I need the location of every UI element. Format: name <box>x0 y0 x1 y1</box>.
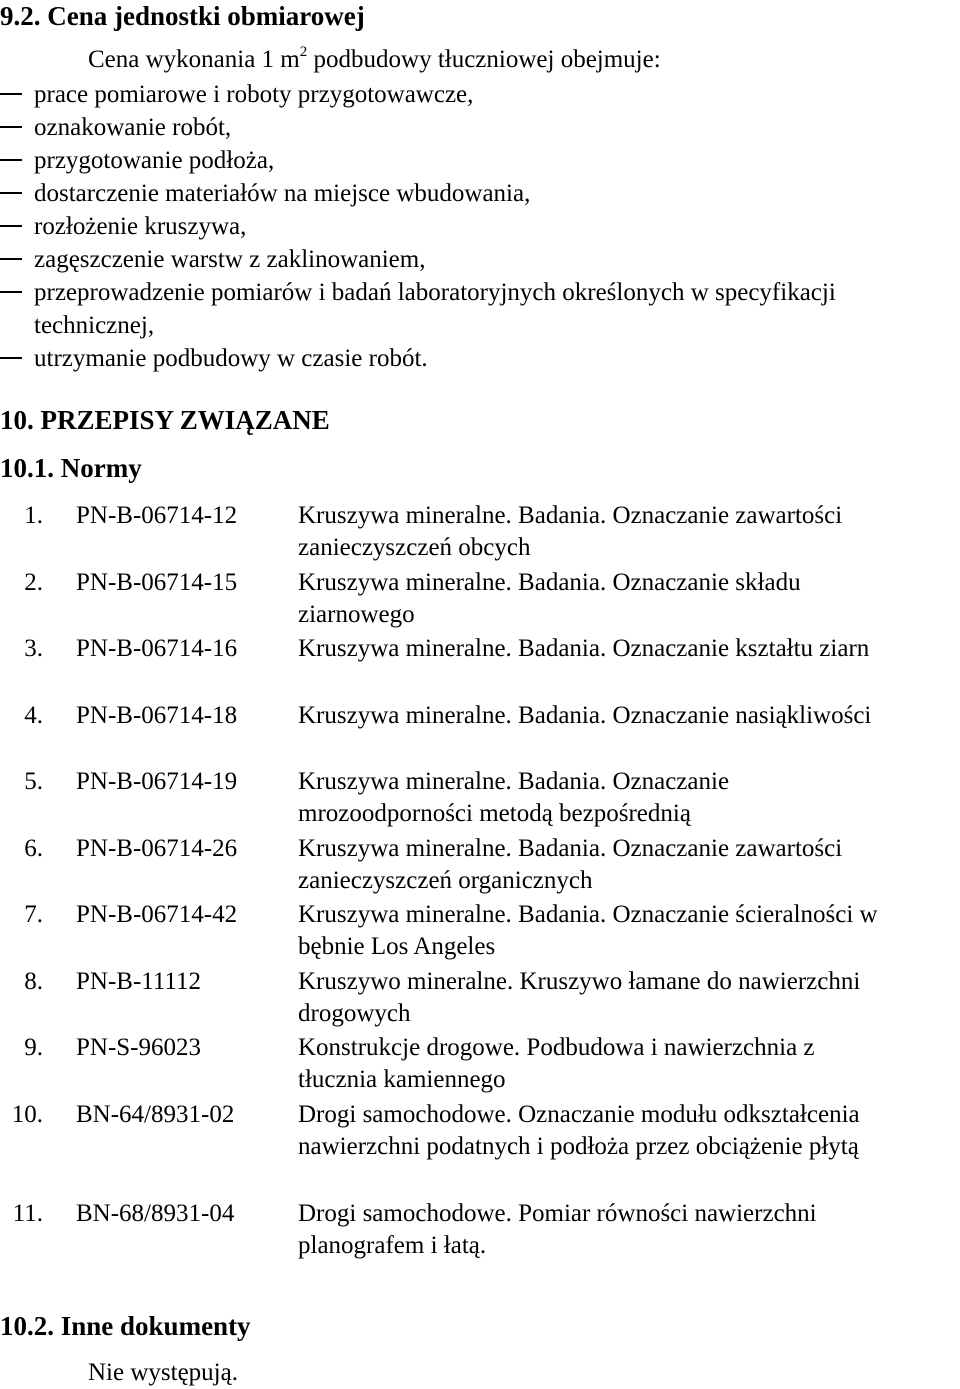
dash-bullet-icon <box>0 192 22 194</box>
list-item-text: utrzymanie podbudowy w czasie robót. <box>34 345 428 372</box>
norms-list <box>0 500 960 1264</box>
norm-description: Drogi samochodowe. Oznaczanie modułu odkształcenia nawierzchni podatnych i podłoża przez obciążenie płytą <box>298 1100 860 1160</box>
norm-code: PN-S-96023 <box>76 1034 202 1061</box>
section-10-1-heading: 10.1. Normy <box>0 453 142 483</box>
norm-description: Kruszywa mineralne. Badania. Oznaczanie zawartości zanieczyszczeń obcych <box>298 502 843 561</box>
norm-description: Kruszywa mineralne. Badania. Oznaczanie ścieralności w bębnie Los Angeles <box>298 901 878 960</box>
dash-bullet-icon <box>0 93 22 95</box>
norm-code: PN-B-06714-15 <box>76 568 238 596</box>
norm-number: 8. <box>24 967 43 995</box>
list-item-text: dostarczenie materiałów na miejsce wbudowania, <box>34 180 531 207</box>
list-item-text: rozłożenie kruszywa, <box>34 213 247 240</box>
list-item-text: zagęszczenie warstw z zaklinowaniem, <box>34 246 426 273</box>
norm-code: PN-B-06714-16 <box>76 635 238 662</box>
list-item-text: przygotowanie podłoża, <box>34 147 275 174</box>
norm-description: Kruszywa mineralne. Badania. Oznaczanie nasiąkliwości <box>298 701 872 729</box>
norm-row <box>0 766 960 833</box>
section-9-2-intro <box>88 44 661 76</box>
norm-description: Kruszywa mineralne. Badania. Oznaczanie zawartości zanieczyszczeń organicznych <box>298 834 843 894</box>
section-9-2-heading: 9.2. Cena jednostki obmiarowej <box>0 1 365 31</box>
norm-number: 9. <box>24 1034 43 1061</box>
norm-number: 7. <box>24 901 43 928</box>
norm-row <box>0 1032 960 1099</box>
section-10-2-heading: 10.2. Inne dokumenty <box>0 1311 251 1341</box>
norm-row <box>0 966 960 1033</box>
cost-items-list <box>0 78 960 375</box>
norm-number: 5. <box>24 768 43 795</box>
section-10-2-text: Nie występują. <box>88 1359 238 1386</box>
norm-description: Kruszywo mineralne. Kruszywo łamane do nawierzchni drogowych <box>298 967 861 1027</box>
list-item <box>0 144 960 177</box>
list-item <box>0 342 960 375</box>
norm-code: PN-B-11112 <box>76 967 201 995</box>
dash-bullet-icon <box>0 258 22 260</box>
norm-code: PN-B-06714-19 <box>76 768 238 795</box>
intro-superscript: 2 <box>299 43 308 60</box>
norm-number: 1. <box>24 502 43 529</box>
list-item <box>0 243 960 276</box>
section-10-heading: 10. PRZEPISY ZWIĄZANE <box>0 405 330 435</box>
norm-description: Kruszywa mineralne. Badania. Oznaczanie kształtu ziarn <box>298 635 870 662</box>
dash-bullet-icon <box>0 291 22 293</box>
norm-row <box>0 500 960 567</box>
norm-number: 4. <box>24 701 43 729</box>
norm-code: BN-68/8931-04 <box>76 1199 235 1227</box>
list-item-text: przeprowadzenie pomiarów i badań laboratoryjnych określonych w specyfikacji technicznej, <box>34 279 836 339</box>
norm-description: Drogi samochodowe. Pomiar równości nawierzchni planografem i łatą. <box>298 1199 817 1259</box>
dash-bullet-icon <box>0 357 22 359</box>
dash-bullet-icon <box>0 225 22 227</box>
norm-row <box>0 1099 960 1198</box>
intro-prefix: Cena wykonania 1 m <box>88 46 300 73</box>
list-item <box>0 210 960 243</box>
list-item <box>0 177 960 210</box>
norm-row <box>0 700 960 767</box>
norm-description: Kruszywa mineralne. Badania. Oznaczanie składu ziarnowego <box>298 568 801 628</box>
norm-number: 3. <box>24 635 43 662</box>
norm-code: PN-B-06714-42 <box>76 901 238 928</box>
norm-number: 2. <box>24 568 43 596</box>
norm-number: 10. <box>11 1100 43 1128</box>
dash-bullet-icon <box>0 159 22 161</box>
norm-row <box>0 633 960 700</box>
norm-row <box>0 1198 960 1265</box>
norm-number: 6. <box>24 834 43 862</box>
norm-description: Konstrukcje drogowe. Podbudowa i nawierzchnia z tłucznia kamiennego <box>298 1034 815 1093</box>
norm-row <box>0 899 960 966</box>
norm-code: PN-B-06714-12 <box>76 502 238 529</box>
list-item-text: prace pomiarowe i roboty przygotowawcze, <box>34 81 474 108</box>
norm-code: PN-B-06714-26 <box>76 834 238 862</box>
list-item <box>0 111 960 144</box>
norm-description: Kruszywa mineralne. Badania. Oznaczanie mrozoodporności metodą bezpośrednią <box>298 768 730 827</box>
norm-row <box>0 833 960 900</box>
list-item <box>0 78 960 111</box>
list-item <box>0 276 960 342</box>
intro-suffix: podbudowy tłuczniowej obejmuje: <box>307 46 661 73</box>
list-item-text: oznakowanie robót, <box>34 114 232 141</box>
norm-code: PN-B-06714-18 <box>76 701 238 729</box>
norm-row <box>0 567 960 634</box>
norm-code: BN-64/8931-02 <box>76 1100 235 1128</box>
norm-number: 11. <box>12 1199 43 1227</box>
dash-bullet-icon <box>0 126 22 128</box>
